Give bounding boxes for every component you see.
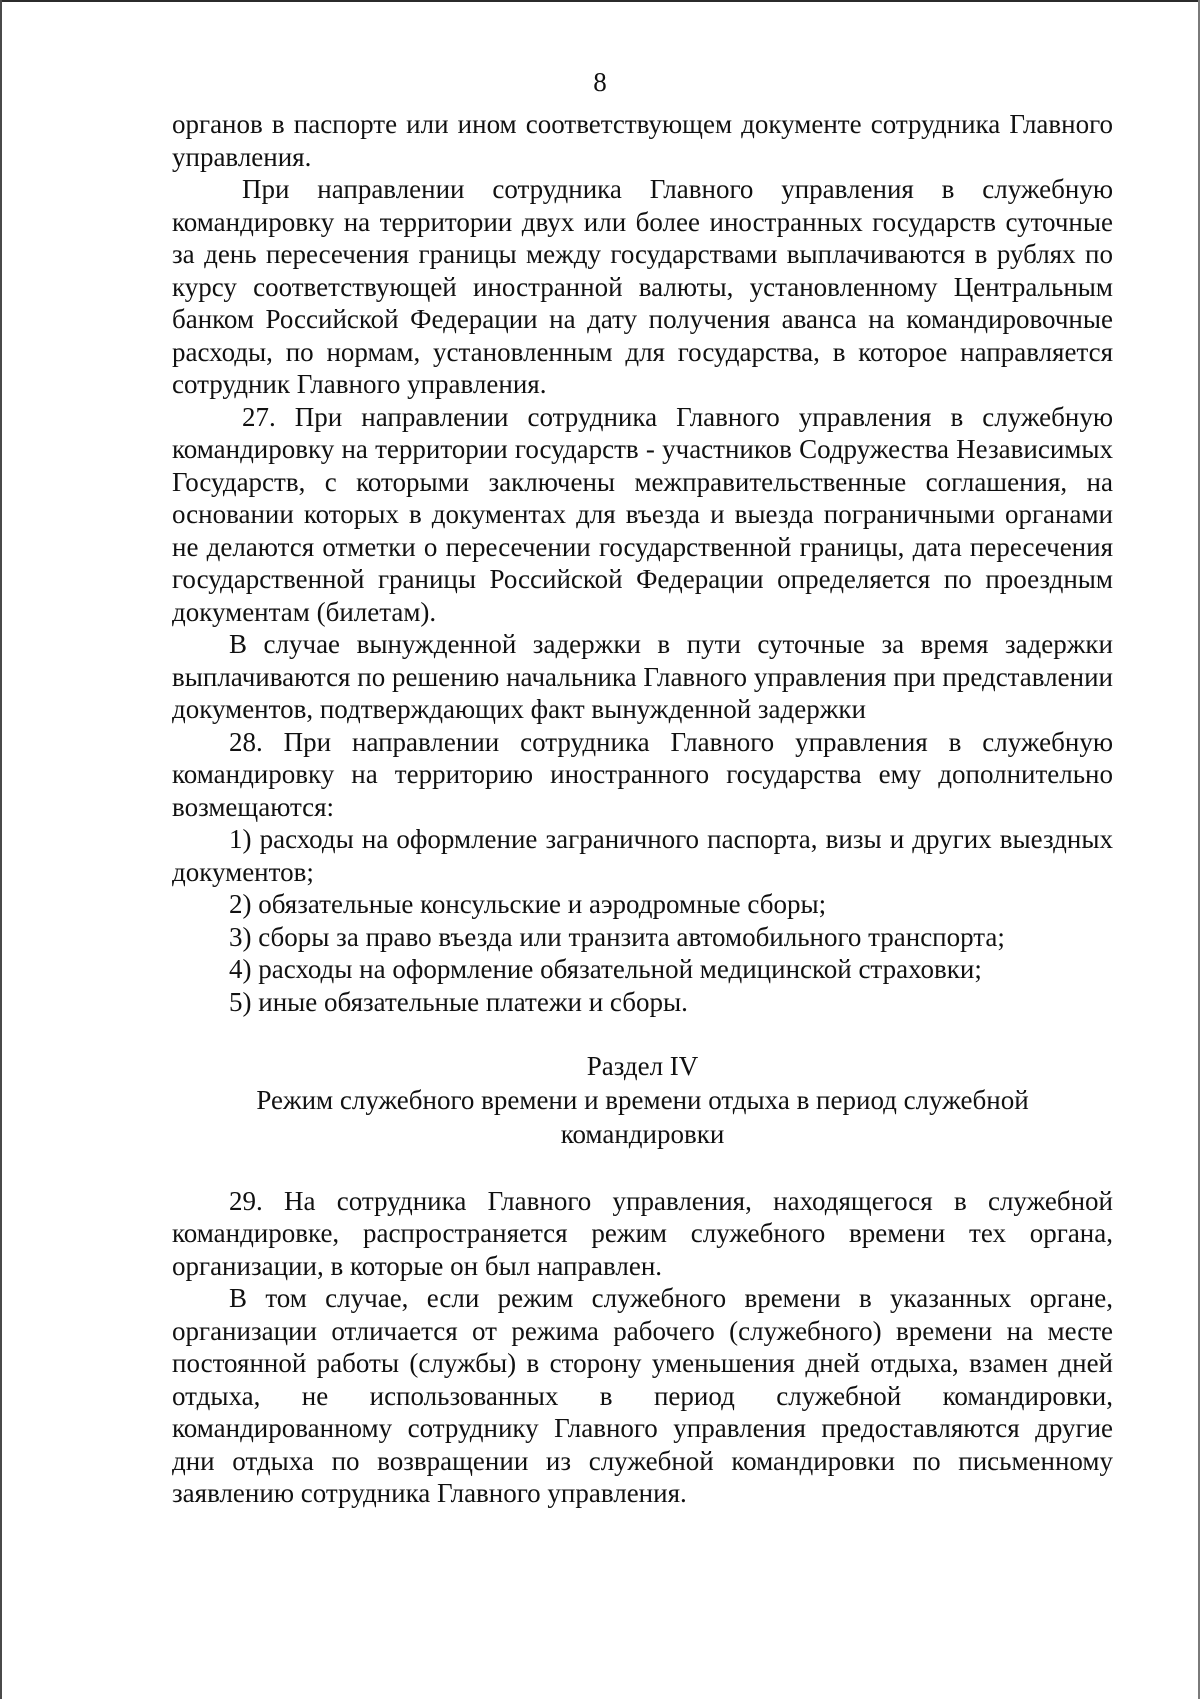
paragraph-28: 28. При направлении сотрудника Главного управления в служебную командировку на территорию иностранного государства ему дополнительно возмещаются: — [172, 726, 1113, 822]
section-header — [172, 1050, 1113, 1151]
paragraph-forced-delay: В случае вынужденной задержки в пути суточные за время задержки выплачиваются по решению начальника Главного управления при представлении документов, подтверждающих факт вынужденной задержки — [172, 629, 1113, 724]
scan-edge-top — [0, 0, 1200, 2]
list-item-1: 1) расходы на оформление заграничного паспорта, визы и других выездных документов; — [172, 824, 1113, 887]
paragraph-29: 29. На сотрудника Главного управления, находящегося в служебной командировке, распространяется режим служебного времени тех органа, организации, в которые он был направлен. — [172, 1185, 1113, 1281]
paragraph-27: 27. При направлении сотрудника Главного управления в служебную командировку на территории государств - участников Содружества Независимых Государств, с которыми заключены межправительственные соглашения, на основании которых в документах для въезда и выезда пограничными органами не делаются отметки о пересечении государственной границы, дата пересечения государственной границы Российской Федерации определяется по проездным документам (билетам). — [172, 401, 1113, 627]
section-heading: Режим служебного времени и времени отдыха в период служебной командировки — [256, 1084, 1029, 1149]
paragraph-rest-days: В том случае, если режим служебного времени в указанных органе, организации отличается от режима рабочего (служебного) времени на месте постоянной работы (службы) в сторону уменьшения дней отдыха, взамен дней отдыха, не использованных в период служебной командировки, командированному сотруднику Главного управления предоставляются другие дни отдыха по возвращении из служебной командировки по письменному заявлению сотрудника Главного управления. — [172, 1283, 1113, 1508]
list-item-3: 3) сборы за право въезда или транзита автомобильного транспорта; — [229, 921, 1005, 952]
page-number: 8 — [593, 67, 607, 97]
paragraph-continuation: органов в паспорте или ином соответствующем документе сотрудника Главного управления. — [172, 109, 1113, 172]
list-item-4: 4) расходы на оформление обязательной медицинской страховки; — [229, 954, 982, 984]
list-item-5: 5) иные обязательные платежи и сборы. — [229, 986, 688, 1017]
list-item-2: 2) обязательные консульские и аэродромные сборы; — [229, 889, 827, 919]
document-body — [172, 108, 1113, 1510]
scan-edge-left — [0, 0, 2, 1699]
paragraph-multi-state-trip: При направлении сотрудника Главного управления в служебную командировку на территории двух или более иностранных государств суточные за день пересечения границы между государствами выплачиваются в рублях по курсу соответствующей иностранной валюты, установленному Центральным банком Российской Федерации на дату получения аванса на командировочные расходы, по нормам, установленным для государства, в которое направляется сотрудник Главного управления. — [172, 174, 1113, 399]
section-title: Раздел IV — [586, 1051, 699, 1081]
